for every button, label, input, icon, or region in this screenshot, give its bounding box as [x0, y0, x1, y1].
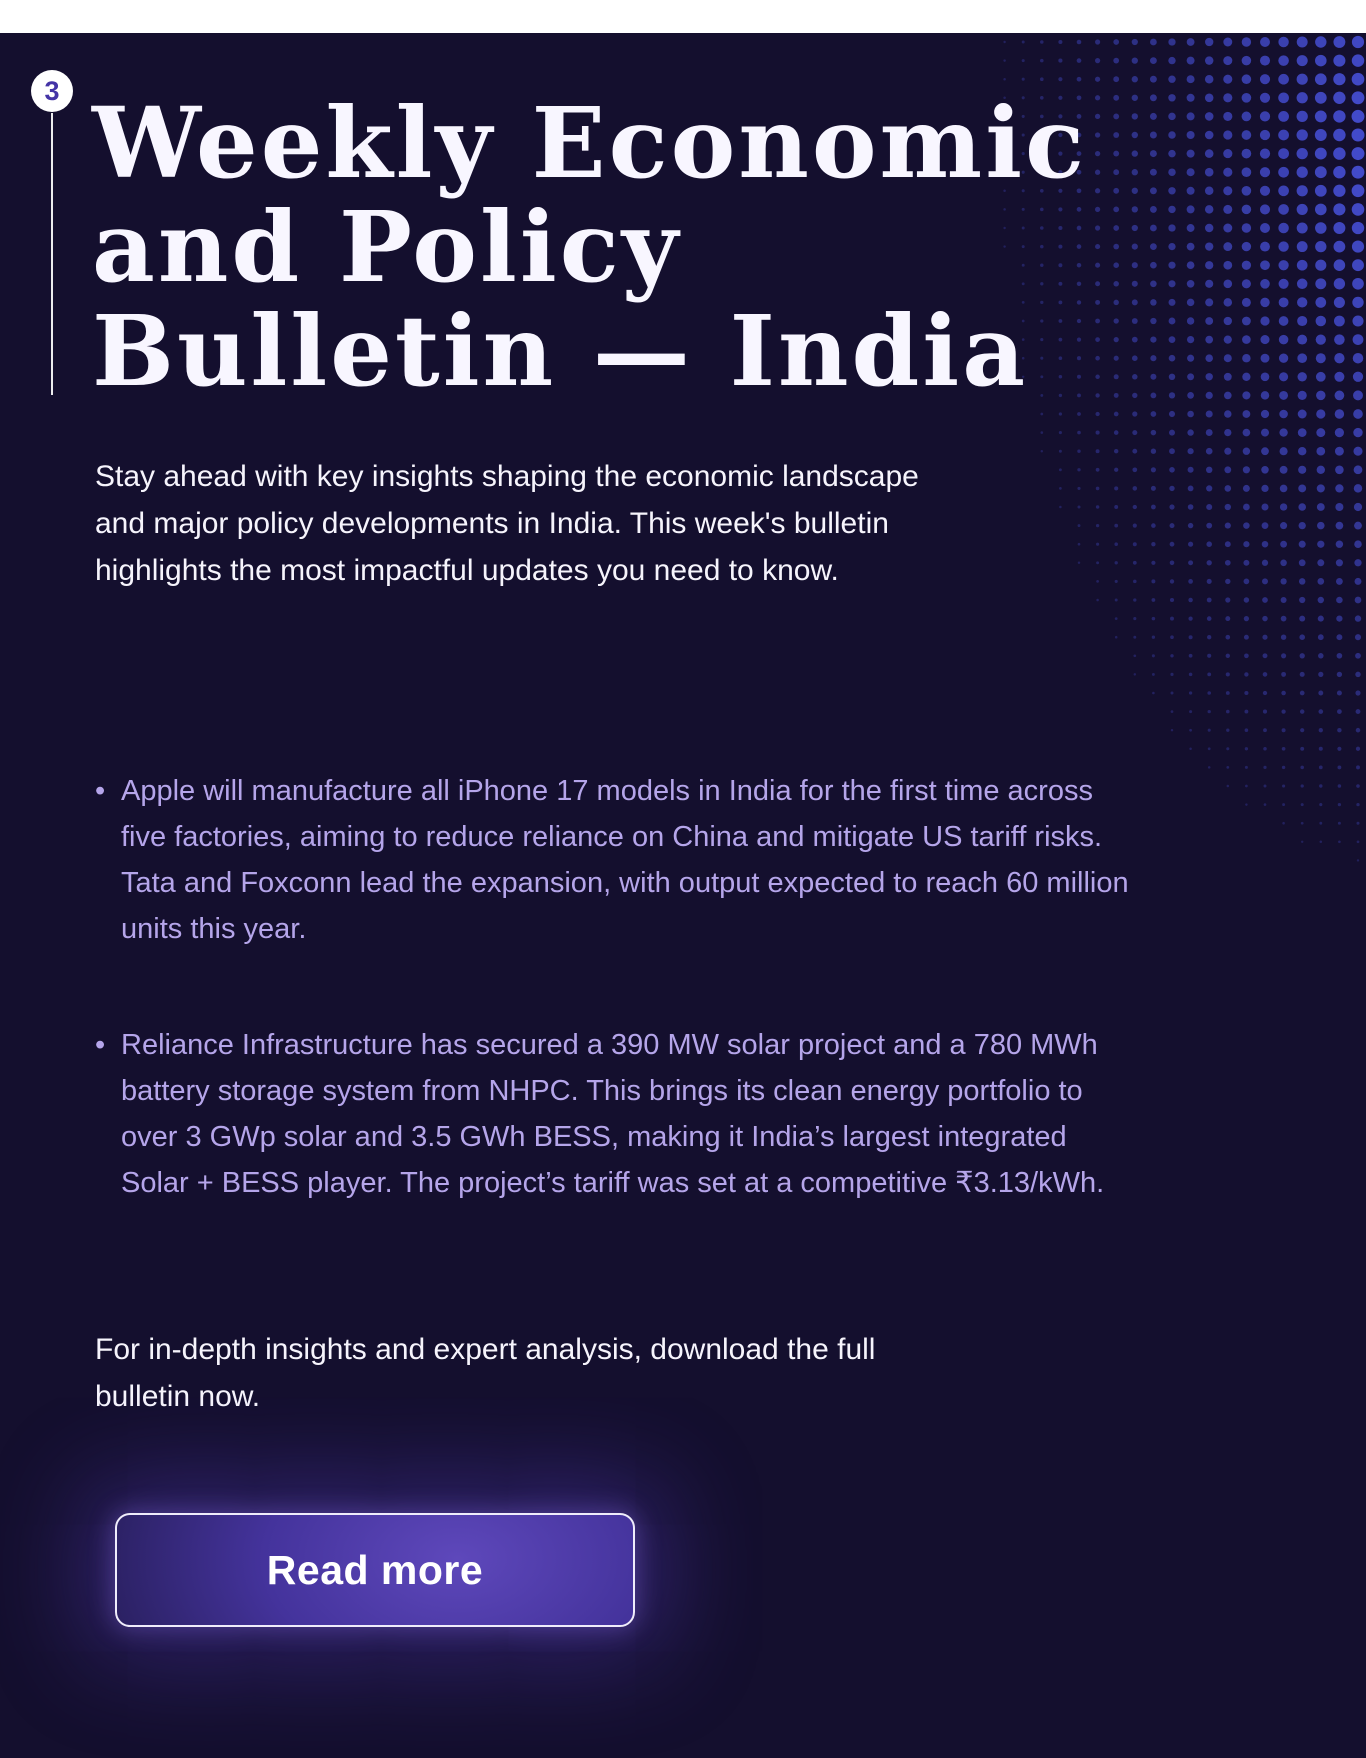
- title-line: and Policy: [92, 190, 682, 304]
- step-badge: [31, 70, 73, 112]
- badge-connector-line: [51, 113, 53, 395]
- intro-paragraph: Stay ahead with key insights shaping the economic landscape and major policy developments in India. This week's bulletin highlights the most impactful updates you need to know.: [95, 460, 919, 587]
- closing-paragraph: For in-depth insights and expert analysis, download the full bulletin now.: [95, 1333, 876, 1413]
- bullet-icon: •: [95, 775, 106, 807]
- bullet-text: Reliance Infrastructure has secured a 390 MW solar project and a 780 MWh battery storage system from NHPC. This brings its clean energy portfolio to over 3 GWp solar and 3.5 GWh BESS, making it India’s largest integrated Solar + BESS player. The project’s tariff was set at a competitive ₹3.13/kWh.: [121, 1029, 1105, 1199]
- bullet-text: Apple will manufacture all iPhone 17 models in India for the first time across five factories, aiming to reduce reliance on China and mitigate US tariff risks. Tata and Foxconn lead the expansion, with output expected to reach 60 million units this year.: [121, 775, 1129, 945]
- bullet-icon: •: [95, 1029, 106, 1061]
- page-title: [92, 86, 1212, 408]
- read-more-button[interactable]: [115, 1513, 635, 1627]
- bullet-list: [95, 768, 1135, 1276]
- title-line: Weekly Economic: [92, 86, 1088, 200]
- top-strip: [0, 0, 1366, 33]
- read-more-label: Read more: [266, 1546, 484, 1593]
- title-line: Bulletin — India: [92, 294, 1029, 408]
- bulletin-panel: [0, 33, 1366, 1758]
- bullet-item: [95, 768, 1135, 952]
- bullet-item: [95, 1022, 1135, 1206]
- step-badge-number: 3: [44, 75, 60, 106]
